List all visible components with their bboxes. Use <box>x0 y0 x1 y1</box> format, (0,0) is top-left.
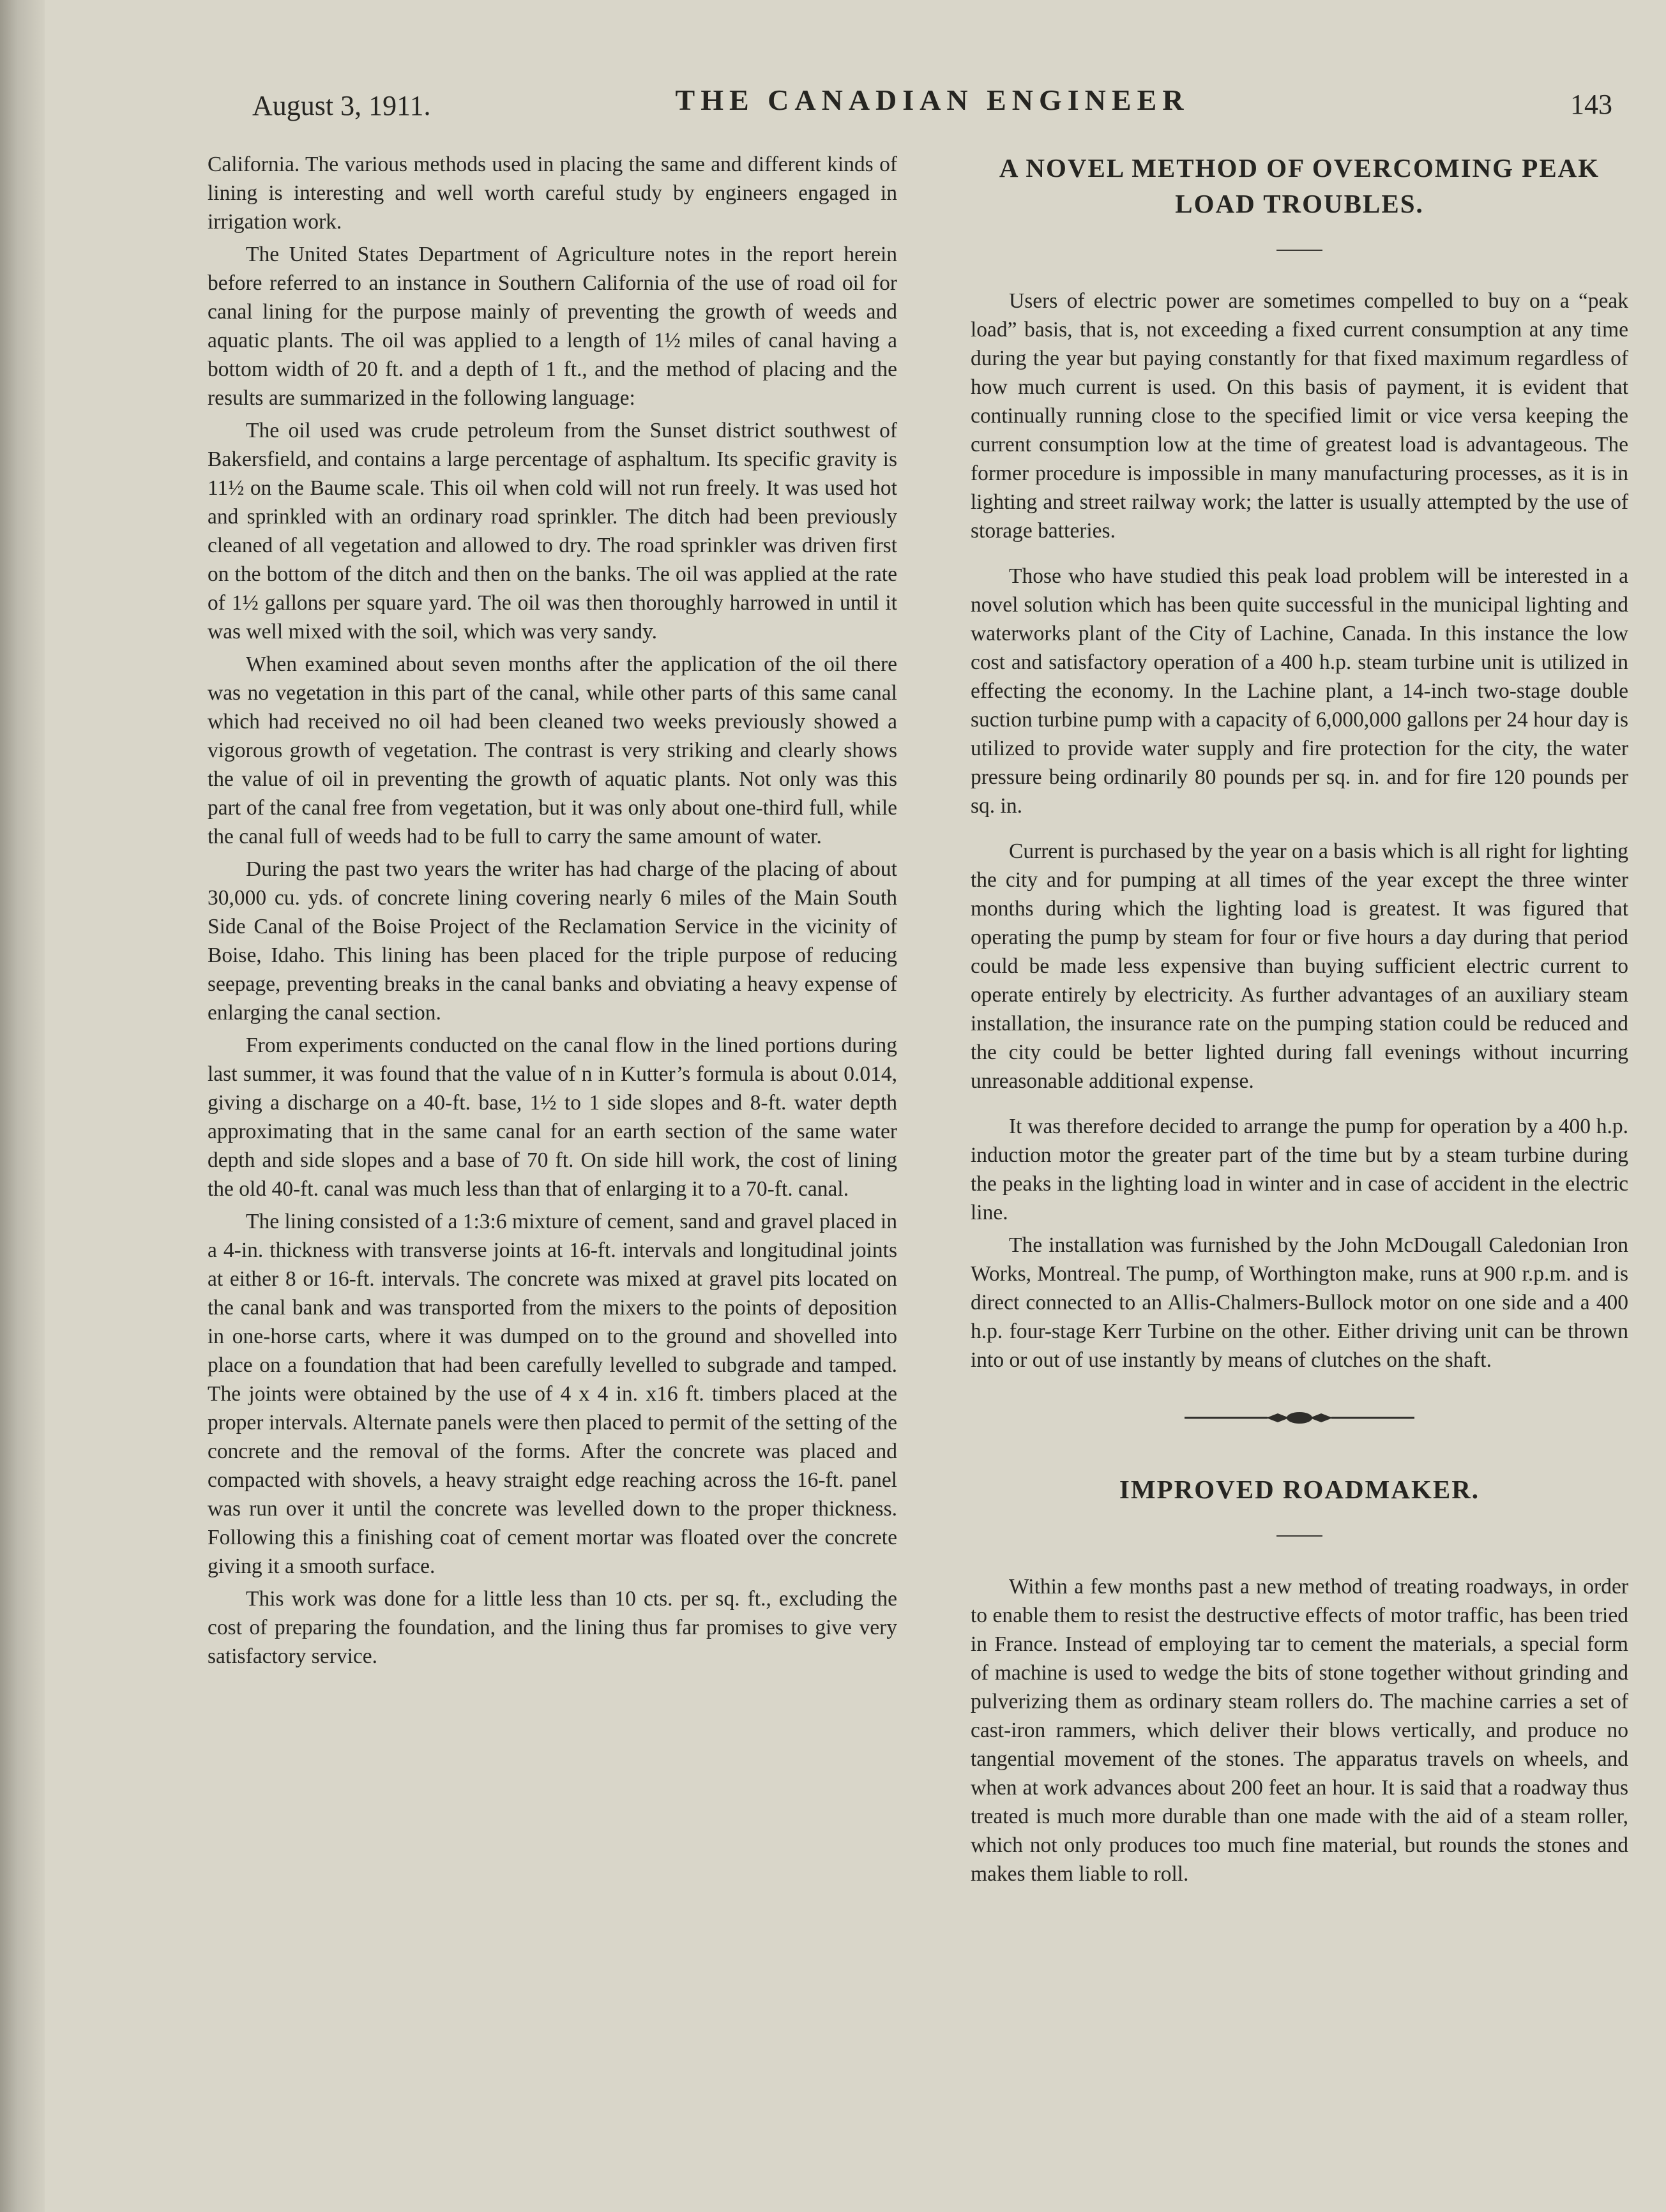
page-number: 143 <box>1570 89 1612 120</box>
paragraph: Users of electric power are sometimes compelled to buy on a “peak load” basis, that is, not exceeding a fixed current consumption at any time during the year but paying constantly for that fixed maximum regardless of how much current is used. On this basis of payment, it is evident that continually running close to the specified limit or vice versa keeping the current consumption low at the time of greatest load is advantageous. The former procedure is impossible in many manufacturing processes, as it is in lighting and street railway work; the latter is usually attempted by the use of storage batteries. <box>971 289 1628 543</box>
paragraph: The oil used was crude petroleum from the Sunset district southwest of Bakersfield, and contains a large percentage of asphaltum. Its specific gravity is 11½ on the Baume scale. This oil when cold will not run freely. It was used hot and sprinkled with an ordinary road sprinkler. The ditch had been previously cleaned of all vegetation and allowed to dry. The road sprinkler was driven first on the bottom of the ditch and then on the banks. The oil was applied at the rate of 1½ gallons per square yard. The oil was then thoroughly harrowed in until it was well mixed with the soil, which was very sandy. <box>208 419 897 643</box>
publication-title: THE CANADIAN ENGINEER <box>675 84 1190 116</box>
ornamental-divider <box>1185 1409 1414 1427</box>
paragraph: Those who have studied this peak load problem will be interested in a novel solution which has been quite successful in the municipal lighting and waterworks plant of the City of Lachine, Canada. In this instance the low cost and satisfactory operation of a 400 h.p. steam turbine unit is utilized in effecting the economy. In the Lachine plant, a 14-inch two-stage double suction turbine pump with a capacity of 6,000,000 gallons per 24 hour day is utilized to provide water supply and fire protection for the city, the water pressure being ordinarily 80 pounds per sq. in. and for fire 120 pounds per sq. in. <box>971 564 1628 818</box>
article-peak-load <box>971 150 1628 1374</box>
running-head <box>252 83 1612 128</box>
paragraph: The United States Department of Agriculture notes in the report herein before referred to an instance in Southern California of the use of road oil for canal lining for the purpose mainly of preventing the growth of weeds and aquatic plants. The oil was applied to a length of 1½ miles of canal having a bottom width of 20 ft. and a depth of 1 ft., and the method of placing and the results are summarized in the following language: <box>208 243 897 410</box>
headline-line-2: LOAD TROUBLES. <box>1175 189 1424 218</box>
paragraph: During the past two years the writer has had charge of the placing of about 30,000 cu. yds. of concrete lining covering nearly 6 miles of the Main South Side Canal of the Boise Project of the Reclamation Service in the vicinity of Boise, Idaho. This lining has been placed for the triple purpose of reducing seepage, preventing breaks in the canal banks and obviating a heavy expense of enlarging the canal section. <box>208 857 897 1025</box>
paragraph: From experiments conducted on the canal flow in the lined portions during last summer, it was found that the value of n in Kutter’s formula is about 0.014, giving a discharge on a 40-ft. base, 1½ to 1 side slopes and 8-ft. water depth approximating that in the same canal for an earth section of the same water depth and side slopes and a base of 70 ft. On side hill work, the cost of lining the old 40-ft. canal was much less than that of enlarging it to a 70-ft. canal. <box>208 1034 897 1201</box>
binding-gutter <box>0 0 45 2212</box>
paragraph: Within a few months past a new method of treating roadways, in order to enable them to resist the destructive effects of motor traffic, has been tried in France. Instead of employing tar to cement the materials, a special form of machine is used to wedge the bits of stone together without grinding and pulverizing them as ordinary steam rollers do. The machine carries a set of cast-iron rammers, which deliver their blows vertically, and produce no tangential movement of the stones. The apparatus travels on wheels, and when at work advances about 200 feet an hour. It is said that a roadway thus treated is much more durable than one made with the aid of a steam roller, which not only produces too much fine material, but rounds the stones and makes them liable to roll. <box>971 1575 1628 1886</box>
paragraph: Current is purchased by the year on a basis which is all right for lighting the city and for pumping at all times of the year except the three winter months during which the lighting load is greatest. It was figured that operating the pump by steam for four or five hours a day during that period could be made less expensive than buying sufficient electric current to operate entirely by electricity. As further advantages of an auxiliary steam installation, the insurance rate on the pumping station could be reduced and the city could be better lighted during fall evenings without incurring unreasonable additional expense. <box>971 839 1628 1093</box>
article-headline <box>971 150 1628 222</box>
paragraph: When examined about seven months after the application of the oil there was no vegetation in this part of the canal, while other parts of this same canal which had received no oil had been cleaned two weeks previously showed a vigorous growth of vegetation. The contrast is very striking and clearly shows the value of oil in preventing the growth of aquatic plants. Not only was this part of the canal free from vegetation, but it was only about one-third full, while the canal full of weeds had to be full to carry the same amount of water. <box>208 652 897 848</box>
paragraph: California. The various methods used in placing the same and different kinds of lining is interesting and well worth careful study by engineers engaged in irrigation work. <box>208 153 897 234</box>
newspaper-page <box>45 0 1666 2212</box>
article-headline: IMPROVED ROADMAKER. <box>1119 1475 1480 1504</box>
paragraph: This work was done for a little less than 10 cts. per sq. ft., excluding the cost of preparing the foundation, and the lining thus far promises to give very satisfactory service. <box>208 1587 897 1668</box>
headline-rule <box>1276 250 1322 251</box>
headline-line-1: A NOVEL METHOD OF OVERCOMING PEAK <box>999 153 1600 183</box>
left-column <box>208 150 897 1674</box>
paragraph: The lining consisted of a 1:3:6 mixture of cement, sand and gravel placed in a 4-in. thickness with transverse joints at 16-ft. intervals and longitudinal joints at either 8 or 16-ft. intervals. The concrete was mixed at gravel pits located on the canal bank and was transported from the mixers to the points of deposition in one-horse carts, where it was dumped on to the ground and shovelled into place on a foundation that had been carefully levelled to subgrade and tamped. The joints were obtained by the use of 4 x 4 in. x16 ft. timbers placed at the proper intervals. Alternate panels were then placed to permit of the setting of the concrete and the removal of the forms. After the concrete was placed and compacted with shovels, a heavy straight edge reaching across the 16-ft. panel was run over it until the concrete was levelled down to the proper thickness. Following this a finishing coat of cement mortar was floated over the concrete giving it a smooth surface. <box>208 1210 897 1578</box>
article-roadmaker <box>971 1471 1628 1888</box>
paragraph: The installation was furnished by the John McDougall Caledonian Iron Works, Montreal. The pump, of Worthington make, runs at 900 r.p.m. and is direct connected to an Allis-Chalmers-Bullock motor on one side and a 400 h.p. four-stage Kerr Turbine on the other. Either driving unit can be thrown into or out of use instantly by means of clutches on the shaft. <box>971 1233 1628 1372</box>
paragraph: It was therefore decided to arrange the pump for operation by a 400 h.p. induction motor the greater part of the time but by a steam turbine during the peaks in the lighting load in winter and in case of accident in the electric line. <box>971 1115 1628 1224</box>
headline-rule <box>1276 1535 1322 1537</box>
right-column <box>971 150 1628 1905</box>
issue-date: August 3, 1911. <box>252 90 431 121</box>
